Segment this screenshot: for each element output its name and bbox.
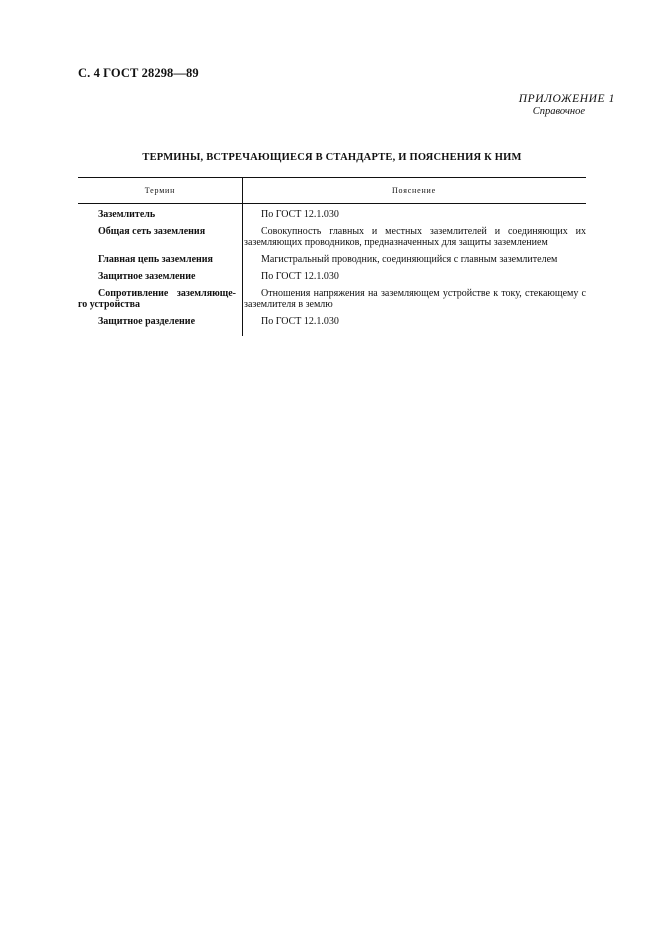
explanation-cell: Совокупность главных и местных заземлителей и соединяющих их заземляющих проводников, предназначенных для защиты заземлением	[244, 226, 586, 248]
explanation-cell: Магистральный проводник, соединяющийся с главным заземлителем	[261, 254, 558, 265]
column-divider	[242, 177, 243, 336]
explanation-cell: По ГОСТ 12.1.030	[261, 209, 339, 220]
table-row	[78, 209, 586, 220]
table-row	[78, 226, 586, 248]
term-cell: Защитное заземление	[98, 271, 196, 282]
table-row	[78, 254, 586, 265]
page-header: С. 4 ГОСТ 28298—89	[78, 66, 199, 80]
explanation-cell: По ГОСТ 12.1.030	[261, 316, 339, 327]
header-term: Термин	[144, 186, 176, 195]
explanation-cell: По ГОСТ 12.1.030	[261, 271, 339, 282]
term-cell: Защитное разделение	[98, 316, 196, 327]
explanation-cell: Отношения напряжения на заземляющем устройстве к току, стекающему с заземлителя в землю	[244, 288, 586, 310]
table-row	[78, 271, 586, 282]
table-body	[78, 204, 586, 327]
term-cell: Заземлитель	[98, 209, 156, 220]
terms-table	[78, 177, 586, 333]
term-cell: Сопротивление заземляюще-го устройства	[78, 288, 236, 310]
section-title: ТЕРМИНЫ, ВСТРЕЧАЮЩИЕСЯ В СТАНДАРТЕ, И ПОЯСНЕНИЯ К НИМ	[142, 152, 522, 163]
term-cell: Общая сеть заземления	[98, 226, 206, 237]
appendix-label	[519, 93, 615, 117]
appendix-title: ПРИЛОЖЕНИЕ 1	[518, 93, 615, 105]
header-explanation: Пояснение	[391, 186, 436, 195]
table-header	[78, 177, 586, 204]
term-cell: Главная цепь заземления	[98, 254, 213, 265]
appendix-subtitle: Справочное	[532, 106, 585, 117]
table-row	[78, 288, 586, 310]
table-row	[78, 316, 586, 327]
